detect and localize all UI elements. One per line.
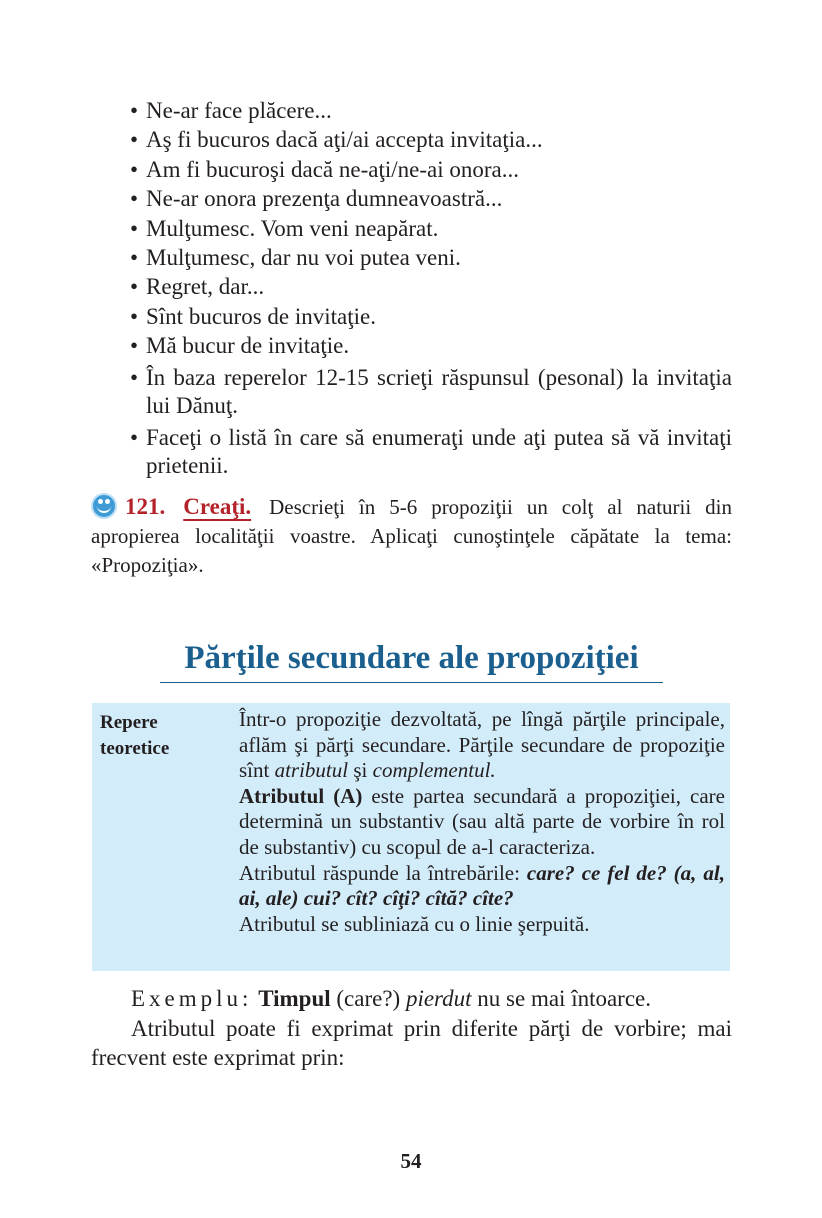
example-paragraph — [91, 984, 732, 1014]
exercise-number: 121. — [125, 494, 166, 519]
list-item: • Mulţumesc. Vom veni neapărat. — [130, 214, 732, 243]
theory-paragraph — [239, 784, 725, 861]
list-item: • Mă bucur de invitaţie. — [130, 331, 732, 360]
list-item: • Aş fi bucuros dacă aţi/ai accepta invitaţia... — [130, 125, 732, 154]
list-item: • Regret, dar... — [130, 272, 732, 301]
exercise-text: Descrieţi în 5-6 propoziţii un colţ al naturii din apropierea localităţii voastre. Aplicaţi cunoştinţele căpătate la tema: «Propoziţia». — [91, 495, 733, 577]
page-number: 54 — [400, 1149, 422, 1173]
term-atributul-a: Atributul (A) — [239, 783, 363, 808]
example-attribute: pierdut — [405, 986, 472, 1011]
exercise-label: Creaţi. — [183, 494, 252, 519]
theory-paragraph — [239, 861, 725, 912]
term-atribut: atributul — [274, 758, 349, 783]
exercise-121 — [91, 492, 732, 580]
theory-label — [100, 710, 230, 762]
body-paragraph: Atributul poate fi exprimat prin diferite părţi de vorbire; mai frecvent este exprimat prin: — [91, 1015, 732, 1070]
list-item: • În baza reperelor 12-15 scrieţi răspunsul (pesonal) la invitaţia lui Dănuţ. — [130, 364, 732, 421]
theory-paragraph — [239, 707, 725, 784]
theory-box — [92, 703, 730, 971]
example-word: Timpul — [258, 986, 331, 1011]
theory-label-line: teoretice — [100, 738, 170, 759]
example-block — [91, 984, 732, 1073]
example-lead: Exemplu: — [131, 986, 253, 1011]
list-item: • Mulţumesc, dar nu voi putea veni. — [130, 243, 732, 272]
section-title: Părţile secundare ale propoziţiei — [160, 636, 663, 683]
example-question: (care?) — [330, 986, 406, 1011]
group-work-icon — [91, 493, 117, 519]
list-item: • Ne-ar onora prezenţa dumneavoastră... — [130, 184, 732, 213]
theory-and: şi — [348, 758, 373, 783]
theory-paragraph — [239, 912, 725, 938]
theory-p3: Atributul răspunde la întrebările: — [239, 860, 527, 885]
theory-label-line: Repere — [100, 712, 158, 733]
theory-text — [239, 707, 725, 937]
list-item: • Faceţi o listă în care să enumeraţi unde aţi putea să vă invitaţi prietenii. — [130, 424, 732, 481]
theory-p4: Atributul se subliniază cu o linie şerpuită. — [239, 911, 590, 936]
list-item: • Ne-ar face plăcere... — [130, 96, 732, 125]
list-item: • Sînt bucuros de invitaţie. — [130, 302, 732, 331]
attribute-questions: care? ce fel de? (a, al, ai, ale) cui? cît? cîţi? cîtă? cîte? — [239, 860, 725, 911]
theory-p1: Într-o propoziţie dezvoltată, pe lîngă părţile principale, aflăm şi părţi secundare. Părţile secundare de propoziţie sînt — [239, 707, 725, 783]
example-rest: nu se mai întoarce. — [471, 986, 652, 1011]
list-item: • Am fi bucuroşi dacă ne-aţi/ne-ai onora... — [130, 155, 732, 184]
phrase-list — [130, 96, 732, 481]
term-complement: complementul. — [372, 758, 496, 783]
theory-p2: este partea secundară a propoziţiei, care determină un substantiv (sau altă parte de vorbire în rol de substantiv) cu scopul de a-l caracteriza. — [239, 783, 725, 859]
